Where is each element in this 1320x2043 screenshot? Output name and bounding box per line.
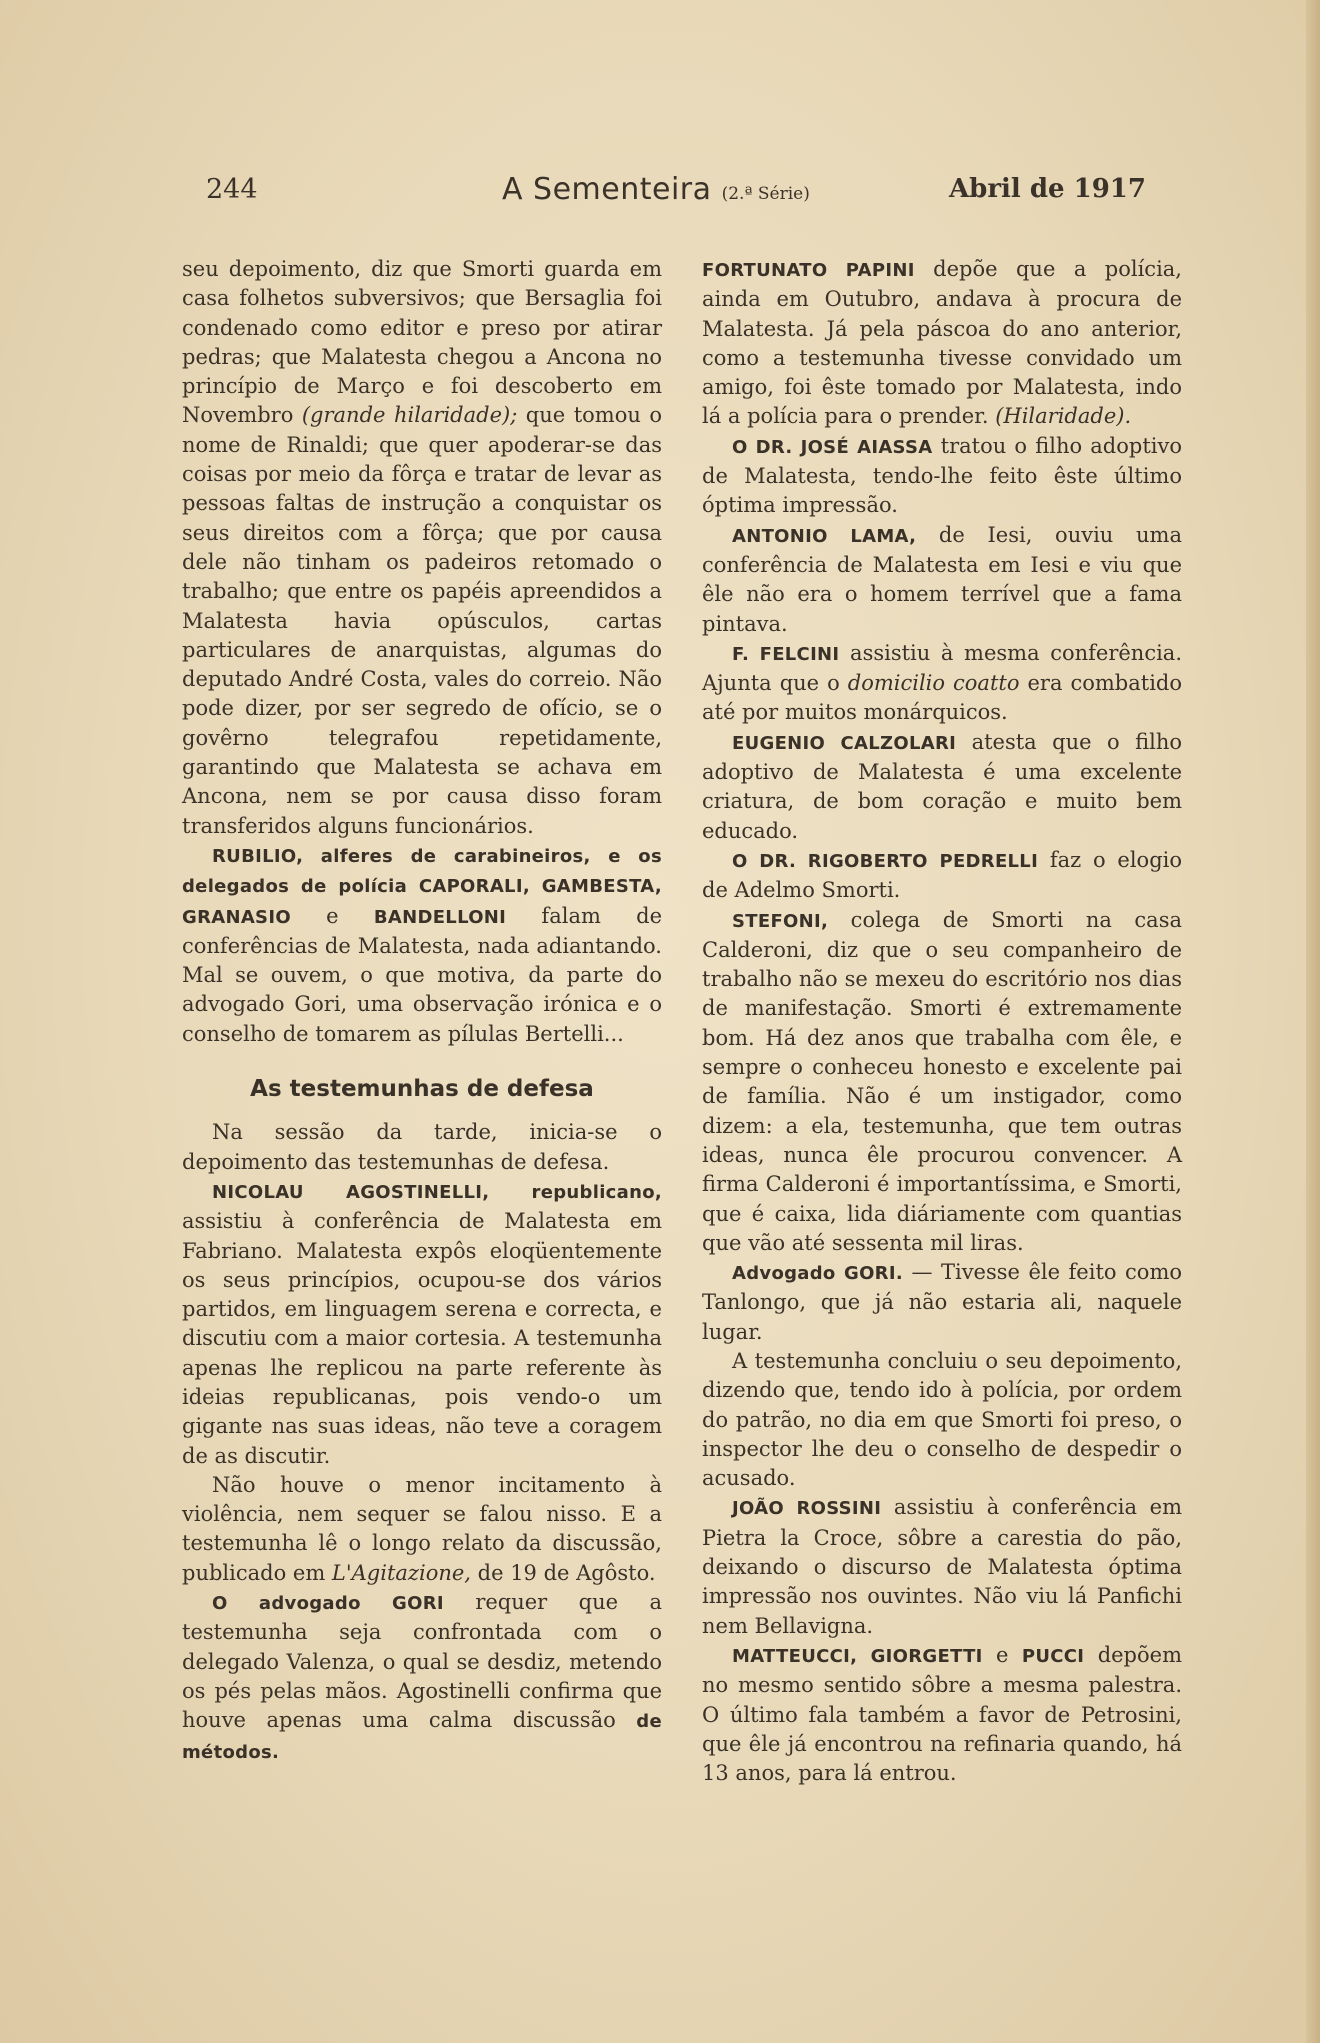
italic-text: (grande hilaridade); <box>301 403 518 428</box>
witness-names: MATTEUCCI, GIORGETTI <box>732 1645 983 1667</box>
witness-name: JOÃO ROSSINI <box>732 1498 882 1520</box>
text: atesta que o filho adoptivo de Malatesta é uma excelente criatura, de bom coração e muito bem educado. <box>702 729 1182 843</box>
witness-name: F. FELCINI <box>732 643 840 665</box>
paragraph <box>702 255 1182 432</box>
text: assistiu à conferência de Malatesta em Fabriano. Malatesta expôs eloqüentemente os seus princípios, ocupou-se dos vários partidos, em linguagem serena e correcta, e discutiu com a maior cortesia. A testemunha apenas lhe replicou na parte referente às ideias republicanas, pois vendo-o um gigante nas suas ideas, não teve a coragem de as discutir. <box>182 1209 662 1468</box>
paragraph: Na sessão da tarde, inicia-se o depoimento das testemunhas de defesa. <box>182 1120 662 1174</box>
text: assistiu à conferência em Pietra la Croce, sôbre a carestia do pão, deixando o discurso de Malatesta óptima impressão nos ouvintes. Não viu lá Panfichi nem Bellavigna. <box>702 1495 1182 1638</box>
paragraph: A testemunha concluiu o seu depoimento, dizendo que, tendo ido à polícia, por ordem do patrão, no dia em que Smorti foi preso, o inspector lhe deu o conselho de despedir o acusado. <box>702 1348 1182 1491</box>
paragraph <box>702 521 1182 639</box>
paragraph <box>702 432 1182 521</box>
witness-name: STEFONI, <box>732 910 829 932</box>
page-number: 244 <box>206 174 258 205</box>
text: de 19 de Agôsto. <box>470 1560 656 1585</box>
text: de Iesi, ouviu uma conferência de Malatesta em Iesi e viu que êle não era o homem terrível que a fama pintava. <box>702 522 1182 636</box>
left-column <box>182 255 662 1767</box>
text: assistiu à mesma conferência. Ajunta que o <box>702 640 1182 696</box>
section-heading: As testemunhas de defesa <box>250 1076 594 1103</box>
witness-name: ANTONIO LAMA, <box>732 525 917 547</box>
text: depõem no mesmo sentido sôbre a mesma palestra. O último fala também a favor de Petrosini, que êle já encontrou na refinaria quando, há 13 anos, para lá entrou. <box>702 1642 1182 1786</box>
text: era combatido até por muitos monárquicos. <box>702 671 1183 725</box>
witness-name: NICOLAU AGOSTINELLI, republicano, <box>212 1181 662 1203</box>
paragraph <box>182 1471 662 1588</box>
journal-title <box>502 172 810 207</box>
witness-name: EUGENIO CALZOLARI <box>732 732 957 754</box>
journal-series: (2.ª Série) <box>721 184 810 204</box>
text: que tomou o nome de Rinaldi; que quer apoderar-se das coisas por meio da fôrça e tratar de levar as pessoas faltas de instrução a conquistar os seus direitos com a fôrça; que por causa dele não tinham os padeiros retomado o trabalho; que entre os papéis apreendidos a Malatesta havia opúsculos, cartas particulares de anarquistas, algumas do deputado André Costa, vales do correio. Não pode dizer, por ser segredo de ofício, se o govêrno telegrafou repetidamente, garantindo que Malatesta se achava em Ancona, nem se por causa disso foram transferidos alguns funcionários. <box>182 403 662 838</box>
text: colega de Smorti na casa Calderoni, diz que o seu companheiro de trabalho não se mexeu do escritório nos dias de manifestação. Smorti é extremamente bom. Há dez anos que trabalha com êle, e sempre o conheceu honesto e excelente pai de família. Não é um instigador, como dizem: a ela, testemunha, que tem outras ideas, nunca êle procurou convencer. A firma Calderoni é importantíssima, e Smorti, que é caixa, lida diáriamente com quantias que vão até sessenta mil liras. <box>702 907 1182 1255</box>
paragraph <box>182 255 662 841</box>
paragraph <box>182 1588 662 1767</box>
witness-name: O advogado GORI <box>212 1593 444 1615</box>
page-header <box>206 172 1146 216</box>
page-edge <box>1306 0 1320 2043</box>
text: — Tivesse êle feito como Tanlongo, que já não estaria ali, naquele lugar. <box>702 1260 1182 1344</box>
bold-text: de métodos. <box>182 1711 662 1763</box>
witness-name: O DR. RIGOBERTO PEDRELLI <box>732 850 1039 872</box>
paragraph <box>702 639 1182 728</box>
italic-text: L'Agitazione, <box>331 1560 471 1585</box>
text: requer que a testemunha seja confrontada com o delegado Valenza, o qual se desdiz, metendo os pés pelas mãos. Agostinelli confirma que houve apenas uma calma discussão <box>182 1590 662 1733</box>
witness-names: RUBILIO, alferes de carabineiros, e os delegados de polícia CAPORALI, GAMBESTA, GRANASIO <box>182 845 662 928</box>
witness-name: BANDELLONI <box>373 906 507 928</box>
text: tratou o filho adoptivo de Malatesta, tendo-lhe feito êste último óptima impressão. <box>702 433 1182 518</box>
text: seu depoimento, diz que Smorti guarda em casa folhetos subversivos; que Bersaglia foi condenado como editor e preso por atirar pedras; que Malatesta chegou a Ancona no princípio de Março e foi descoberto em Novembro <box>182 257 662 428</box>
paragraph <box>182 1177 662 1471</box>
paragraph <box>702 1641 1182 1788</box>
paragraph <box>182 841 662 1049</box>
paragraph <box>702 728 1182 846</box>
italic-text: domicilio coatto <box>847 671 1020 696</box>
right-column <box>702 255 1182 1788</box>
witness-name: PUCCI <box>1021 1645 1085 1667</box>
witness-name: O DR. JOSÉ AIASSA <box>732 436 933 458</box>
paragraph <box>702 846 1182 906</box>
text: faz o elogio de Adelmo Smorti. <box>702 847 1182 903</box>
paragraph <box>702 906 1182 1259</box>
witness-name: FORTUNATO PAPINI <box>702 260 915 281</box>
text: e <box>982 1642 1022 1667</box>
text: depõe que a polícia, ainda em Outubro, andava à procura de Malatesta. Já pela páscoa do ano anterior, como a testemunha tivesse convidado um amigo, foi êste tomado por Malatesta, indo lá a polícia para o prender. <box>702 257 1182 429</box>
paragraph <box>702 1493 1182 1640</box>
issue-date: Abril de 1917 <box>949 174 1146 204</box>
paragraph <box>702 1258 1182 1347</box>
journal-name: A Sementeira <box>502 172 712 207</box>
italic-text: (Hilaridade). <box>995 404 1132 429</box>
text: Não houve o menor incitamento à violência, nem sequer se falou nisso. E a testemunha lê o longo relato da discussão, publicado em <box>182 1472 662 1585</box>
text: e <box>290 903 374 928</box>
witness-name: Advogado GORI. <box>732 1263 903 1285</box>
text: falam de conferências de Malatesta, nada adiantando. Mal se ouvem, o que motiva, da parte do advogado Gori, uma observação irónica e o conselho de tomarem as pílulas Bertelli... <box>182 903 662 1046</box>
